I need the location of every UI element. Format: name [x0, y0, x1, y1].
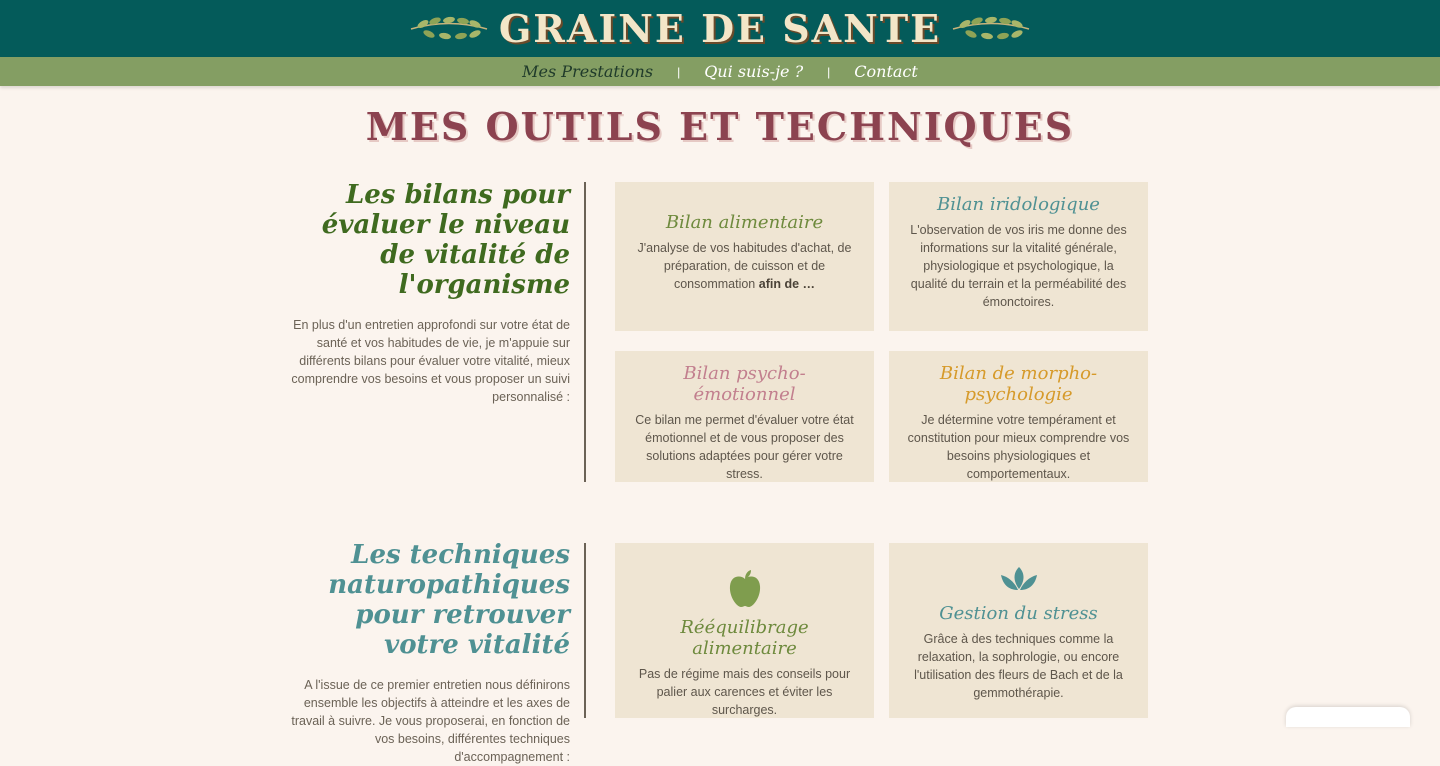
section-heading: Les techniques naturopathiques pour retrouver votre vitalité — [328, 540, 570, 660]
card-title: Bilan de morpho-psychologie — [939, 363, 1098, 405]
card-title: Bilan psycho-émotionnel — [683, 363, 806, 405]
brand-title: GRAINE DE SANTE — [498, 5, 942, 51]
card-text: Pas de régime mais des conseils pour palier aux carences et éviter les surcharges. — [638, 667, 851, 717]
card-title: Bilan iridologique — [937, 194, 1100, 215]
card-reequilibrage-alimentaire[interactable] — [615, 543, 874, 718]
nav-separator: | — [827, 64, 831, 79]
lotus-icon — [999, 565, 1039, 595]
card-text-bold: afin de … — [758, 277, 816, 291]
card-title: Rééquilibrage alimentaire — [680, 617, 809, 659]
main-nav — [0, 57, 1440, 86]
brand[interactable] — [409, 5, 1031, 51]
nav-item-contact[interactable]: Contact — [854, 62, 918, 81]
section-techniques-intro — [290, 540, 570, 766]
laurel-right-icon — [951, 12, 1031, 46]
section-text: En plus d'un entretien approfondi sur votre état de santé et vos habitudes de vie, je m'appuie sur différents bilans pour évaluer votre vitalité, mieux comprendre vos besoins et vous proposer un suivi personnalisé : — [291, 318, 570, 404]
nav-separator: | — [677, 64, 681, 79]
card-text: J'analyse de vos habitudes d'achat, de préparation, de cuisson et de consommation afin de … — [637, 241, 852, 291]
card-text: Ce bilan me permet d'évaluer votre état émotionnel et de vous proposer des solutions adaptées pour gérer votre stress. — [635, 413, 854, 481]
card-text: Grâce à des techniques comme la relaxation, la sophrologie, ou encore l'utilisation des fleurs de Bach et de la gemmothérapie. — [914, 632, 1123, 700]
card-gestion-du-stress[interactable] — [889, 543, 1148, 718]
section-divider — [584, 543, 586, 718]
nav-item-qui-suis-je[interactable]: Qui suis-je ? — [704, 62, 804, 81]
card-bilan-morpho-psychologie[interactable] — [889, 351, 1148, 482]
nav-item-prestations[interactable]: Mes Prestations — [522, 62, 654, 81]
chat-widget-tab[interactable] — [1286, 707, 1410, 727]
section-heading: Les bilans pour évaluer le niveau de vitalité de l'organisme — [321, 180, 570, 300]
page-title: MES OUTILS ET TECHNIQUES — [365, 104, 1075, 149]
laurel-left-icon — [409, 12, 489, 46]
card-bilan-alimentaire[interactable] — [615, 182, 874, 331]
card-bilan-iridologique[interactable] — [889, 182, 1148, 331]
card-text: L'observation de vos iris me donne des informations sur la vitalité générale, physiologique et psychologique, la qualité du terrain et la perméabilité des émonctoires. — [910, 223, 1127, 309]
card-text: Je détermine votre tempérament et constitution pour mieux comprendre vos besoins physiologiques et comportementaux. — [907, 413, 1130, 481]
section-bilans-intro — [290, 180, 570, 406]
section-text: A l'issue de ce premier entretien nous définirons ensemble les objectifs à atteindre et les axes de travail à suivre. Je vous proposerai, en fonction de vos besoins, différentes techniques d'accompagnement : — [291, 678, 570, 764]
section-divider — [584, 182, 586, 482]
card-bilan-psycho-emotionnel[interactable] — [615, 351, 874, 482]
card-title: Bilan alimentaire — [665, 212, 824, 233]
apple-icon — [727, 569, 763, 609]
card-title: Gestion du stress — [939, 603, 1098, 624]
site-header — [0, 0, 1440, 57]
